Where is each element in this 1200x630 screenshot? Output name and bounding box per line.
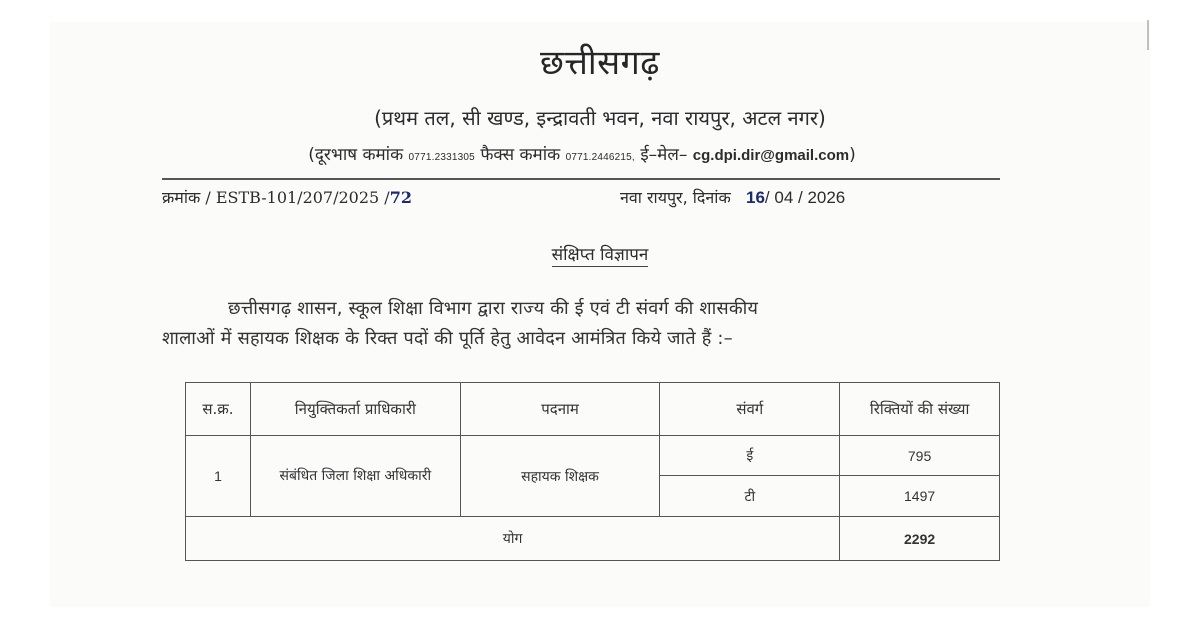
fax-label: फैक्स कमांक: [480, 145, 561, 165]
header-post: पदनाम: [460, 383, 660, 436]
issue-date: [620, 186, 845, 208]
email-label: ई–मेल–: [640, 145, 688, 165]
office-address: (प्रथम तल, सी खण्ड, इन्द्रावती भवन, नवा रायपुर, अटल नगर): [374, 106, 826, 130]
document-title: छत्तीसगढ़: [540, 43, 660, 83]
table-row: [186, 436, 1000, 476]
reference-code: / ESTB-101/207/2025 /: [205, 188, 390, 207]
reference-label: क्रमांक: [162, 188, 201, 207]
table-total-row: [186, 517, 1000, 561]
header-cadre: संवर्ग: [660, 383, 840, 436]
cell-post: सहायक शिक्षक: [460, 436, 660, 517]
header-divider: [162, 178, 1000, 180]
contact-close-paren: ): [849, 145, 856, 165]
date-day-handwritten: 16: [746, 188, 765, 207]
cell-cadre-e: ई: [660, 436, 840, 476]
vacancy-table: [185, 382, 1000, 561]
header-vacancies: रिक्तियों की संख्या: [840, 383, 1000, 436]
phone-number: 0771.2331305: [408, 152, 475, 163]
notice-body-line-1: छत्तीसगढ़ शासन, स्कूल शिक्षा विभाग द्वारा राज्य की ई एवं टी संवर्ग की शासकीय: [228, 298, 759, 319]
date-month-year: / 04 / 2026: [764, 188, 846, 207]
total-value: 2292: [840, 517, 1000, 561]
total-label: योग: [186, 517, 840, 561]
notice-body-line-2: शालाओं में सहायक शिक्षक के रिक्त पदों की पूर्ति हेतु आवेदन आमंत्रित किये जाते हैं :–: [162, 328, 733, 349]
cell-vacancies-e: 795: [840, 436, 1000, 476]
cell-vacancies-t: 1497: [840, 476, 1000, 517]
fax-number: 0771.2446215,: [565, 152, 635, 163]
notice-heading: [0, 242, 1200, 265]
date-place-label: नवा रायपुर, दिनांक: [620, 188, 731, 207]
table-header-row: [186, 383, 1000, 436]
email-address: cg.dpi.dir@gmail.com: [692, 147, 850, 164]
cell-cadre-t: टी: [660, 476, 840, 517]
cell-authority: संबंधित जिला शिक्षा अधिकारी: [250, 436, 460, 517]
contact-line: [162, 142, 1002, 165]
reference-number: [162, 186, 412, 208]
header-authority: नियुक्तिकर्ता प्राधिकारी: [250, 383, 460, 436]
notice-heading-text: संक्षिप्त विज्ञापन: [551, 245, 649, 265]
reference-handwritten-suffix: 72: [389, 188, 412, 207]
phone-label: दूरभाष कमांक: [314, 145, 404, 165]
contact-open-paren: (: [308, 145, 315, 165]
header-serial: स.क्र.: [186, 383, 251, 436]
cell-serial: 1: [186, 436, 251, 517]
